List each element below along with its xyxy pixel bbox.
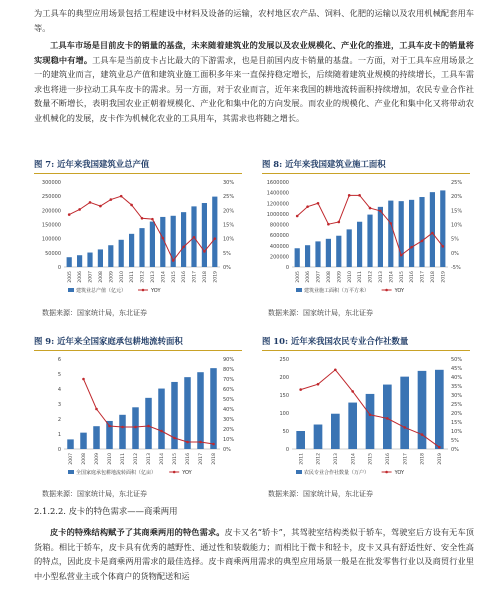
bar	[409, 200, 414, 267]
y-left-tick-label: 50000	[45, 250, 61, 257]
y-left-tick-label: 200000	[269, 254, 289, 261]
y-right-tick-label: 10%	[223, 236, 235, 243]
chart-cooperatives	[262, 351, 470, 486]
tool-vehicle-body: 工具车是当前皮卡占比最大的下游需求，也是目前国内皮卡销量的基盘。一方面，对于工具车应用场景之一的建筑业而言，建筑业总产值和建筑业施工面积多年来一直保持稳定增长，后续随着建筑业规模的持续增长，工具车需求也将进一步拉动工具车皮卡的需求。另一方面，对于农业而言，近年来我国的耕地流转面积持续增加，农民专业合作社数量不断增长，表明我国农业正朝着规模化、产业化和集中化的方向发展。而农业的规模化、产业化和集中化又将带动农业机械化的发展，皮卡作为机械化农业的工具用车，其需求也将随之增长。	[34, 54, 474, 123]
yoy-point	[338, 221, 341, 224]
yoy-point	[95, 408, 98, 411]
y-right-tick-label: 80%	[223, 367, 235, 373]
x-tick-label: 2013	[151, 271, 156, 283]
legend-line-label: YOY	[394, 470, 405, 476]
yoy-point	[296, 215, 299, 218]
x-tick-label: 2014	[351, 453, 357, 465]
y-right-tick-label: 40%	[451, 375, 463, 381]
bar	[315, 241, 320, 267]
yoy-point	[403, 426, 406, 429]
x-tick-label: 2016	[410, 271, 416, 283]
figure-10-number: 图 10:	[262, 336, 289, 346]
legend-bar-label: 建筑业施工面积（万平方米）	[304, 288, 370, 294]
figure-10-caption: 近年来我国农民专业合作社数量	[290, 336, 409, 346]
yoy-point	[410, 246, 413, 249]
bar	[119, 240, 124, 267]
y-left-tick-label: 400000	[269, 243, 289, 250]
x-tick-label: 2015	[171, 271, 177, 283]
y-right-tick-label: 25%	[451, 402, 463, 408]
bar	[440, 190, 445, 267]
y-left-tick-label: 2	[57, 417, 61, 423]
legend-line-label: YOY	[394, 288, 405, 294]
figure-8	[262, 158, 470, 308]
yoy-point	[327, 223, 330, 226]
legend-line-label: YOY	[182, 470, 192, 476]
legend-bar-label: 建筑业总产值（亿元）	[76, 288, 127, 294]
x-tick-label: 2015	[368, 453, 374, 465]
bar	[347, 229, 352, 267]
bar	[93, 426, 100, 449]
yoy-point	[182, 246, 185, 249]
y-left-tick-label: 1400000	[266, 190, 289, 197]
bar	[80, 433, 87, 449]
yoy-point	[400, 254, 403, 257]
y-right-tick-label: 25%	[223, 194, 235, 201]
x-tick-label: 2017	[199, 453, 205, 465]
y-left-tick-label: 250000	[41, 194, 61, 201]
yoy-point	[160, 430, 163, 433]
dual-use-body: 皮卡又名“轿卡”，其驾驶室结构类似于轿车，驾驶室后方设有无车顶货箱。相比于轿车，皮卡具有优秀的越野性、通过性和装载能力；而相比于微卡和轻卡，皮卡又具有舒适性好、安全性高的特点，因此皮卡是商乘两用需求的最佳选择。皮卡商乘两用需求的典型应用场景一般是在批发零售行业以及商贸行业里中小型私营业主或个体商户的货物配送和运	[34, 527, 474, 581]
yoy-point	[89, 201, 92, 204]
yoy-point	[348, 194, 351, 197]
y-left-tick-label: 200000	[41, 208, 61, 215]
x-tick-label: 2015	[173, 453, 179, 465]
bar	[145, 398, 152, 449]
y-left-tick-label: 200	[279, 375, 289, 381]
yoy-point	[68, 213, 71, 216]
bar	[383, 385, 392, 449]
y-right-tick-label: 10%	[223, 437, 235, 443]
y-left-tick-label: 6	[57, 357, 61, 363]
x-tick-label: 2019	[441, 271, 447, 283]
y-right-tick-label: 40%	[223, 407, 235, 413]
bar	[348, 403, 357, 449]
bar	[336, 236, 341, 267]
y-left-tick-label: 1000000	[266, 211, 289, 218]
x-tick-label: 2014	[160, 453, 166, 465]
y-right-tick-label: 30%	[451, 393, 463, 399]
y-right-tick-label: 15%	[451, 208, 463, 215]
y-left-tick-label: 0	[285, 265, 289, 271]
yoy-point	[212, 443, 215, 446]
figure-8-caption: 近年来我国建筑业施工面积	[285, 159, 386, 169]
y-left-tick-label: 100	[279, 411, 289, 417]
x-tick-label: 2014	[389, 271, 395, 283]
chart-land-transfer	[34, 351, 242, 486]
y-left-tick-label: 1600000	[266, 180, 289, 186]
bar	[367, 215, 372, 267]
y-right-tick-label: 60%	[223, 387, 235, 393]
figure-7-number: 图 7:	[34, 159, 55, 169]
x-tick-label: 2005	[67, 271, 73, 283]
yoy-point	[147, 425, 150, 428]
yoy-point	[162, 237, 165, 240]
yoy-point	[134, 426, 137, 429]
bar	[378, 207, 383, 267]
x-tick-label: 2006	[78, 271, 84, 283]
bar	[181, 212, 186, 267]
yoy-point	[358, 194, 361, 197]
y-right-tick-label: 50%	[223, 397, 235, 403]
bar	[388, 201, 393, 267]
legend-line-marker	[385, 471, 388, 474]
yoy-point	[306, 205, 309, 208]
y-left-tick-label: 150	[279, 393, 289, 399]
bar	[98, 249, 103, 267]
y-right-tick-label: 20%	[451, 411, 463, 417]
bar	[295, 248, 300, 267]
y-right-tick-label: 5%	[451, 236, 459, 243]
section-title: 皮卡的特色需求——商乘两用	[68, 506, 178, 516]
bar	[366, 394, 375, 449]
yoy-point	[369, 414, 372, 417]
x-tick-label: 2007	[88, 271, 94, 283]
y-left-tick-label: 600000	[269, 233, 289, 240]
y-left-tick-label: 250	[279, 357, 289, 363]
figure-9-number: 图 9:	[34, 336, 55, 346]
x-tick-label: 2018	[431, 271, 436, 283]
tool-vehicle-paragraph	[34, 38, 474, 126]
y-left-tick-label: 0	[57, 265, 61, 271]
bar	[129, 234, 134, 267]
section-number: 2.1.2.2.	[34, 506, 66, 516]
legend-bar-swatch	[296, 470, 302, 474]
figure-9-title	[34, 335, 242, 351]
y-left-tick-label: 150000	[41, 222, 61, 229]
yoy-point	[110, 198, 113, 201]
yoy-point	[130, 204, 133, 207]
y-left-tick-label: 1200000	[266, 201, 289, 208]
y-left-tick-label: 3	[57, 402, 61, 408]
legend-line-marker	[385, 289, 388, 292]
bar	[202, 203, 207, 267]
x-tick-label: 2009	[337, 271, 343, 283]
bar	[357, 222, 362, 267]
bar	[158, 389, 165, 449]
intro-paragraph	[34, 6, 474, 35]
x-tick-label: 2013	[333, 453, 339, 465]
bar	[210, 368, 217, 449]
y-right-tick-label: 50%	[451, 357, 463, 363]
y-right-tick-label: 20%	[223, 208, 235, 215]
y-left-tick-label: 5	[57, 372, 61, 378]
y-right-tick-label: 35%	[451, 384, 463, 390]
x-tick-label: 2015	[399, 271, 405, 283]
y-right-tick-label: 0%	[223, 265, 231, 271]
yoy-point	[442, 245, 445, 248]
bar	[77, 255, 82, 267]
bar	[400, 377, 409, 449]
intro-text: 为工具车的典型应用场景包括工程建设中材料及设备的运输，农村地区农产品、饲料、化肥的运输以及农用机械配套用车等。	[34, 8, 474, 33]
yoy-point	[99, 205, 102, 208]
y-right-tick-label: 15%	[223, 222, 235, 229]
yoy-point	[151, 218, 154, 221]
x-tick-label: 2008	[82, 453, 88, 465]
x-tick-label: 2011	[130, 271, 136, 283]
x-tick-label: 2011	[299, 453, 305, 465]
bar	[87, 253, 92, 267]
figure-9-caption: 近年来全国家庭承包耕地流转面积	[57, 336, 183, 346]
yoy-point	[438, 446, 441, 449]
yoy-point	[317, 202, 320, 205]
y-right-tick-label: 10%	[451, 222, 463, 229]
dual-use-paragraph	[34, 525, 474, 583]
figure-9	[34, 335, 242, 490]
bar	[430, 192, 435, 267]
x-tick-label: 2010	[347, 271, 353, 283]
yoy-point	[379, 210, 382, 213]
yoy-point	[186, 441, 189, 444]
bar	[67, 257, 72, 267]
y-right-tick-label: 5%	[223, 250, 231, 257]
x-tick-label: 2018	[212, 453, 218, 465]
y-right-tick-label: 15%	[451, 420, 463, 426]
section-heading	[34, 505, 178, 517]
yoy-point	[141, 217, 144, 220]
y-left-tick-label: 1	[57, 432, 61, 438]
bar	[212, 197, 217, 267]
y-right-tick-label: 0%	[223, 447, 231, 453]
yoy-point	[78, 208, 81, 211]
yoy-point	[390, 222, 393, 225]
bar	[139, 228, 144, 267]
bar	[119, 415, 126, 449]
x-tick-label: 2012	[134, 453, 140, 465]
yoy-point	[82, 378, 85, 381]
x-tick-label: 2013	[379, 271, 384, 283]
x-tick-label: 2019	[437, 453, 443, 465]
figure-8-title	[262, 158, 470, 174]
x-tick-label: 2013	[147, 453, 153, 465]
yoy-point	[193, 236, 196, 239]
x-tick-label: 2018	[420, 453, 426, 465]
yoy-point	[214, 237, 217, 240]
yoy-point	[121, 426, 124, 429]
y-right-tick-label: 0%	[451, 250, 459, 257]
x-tick-label: 2017	[403, 453, 409, 465]
bar	[326, 239, 331, 267]
bar	[296, 431, 305, 449]
legend-bar-swatch	[68, 470, 74, 474]
chart-construction-output	[34, 174, 242, 304]
figure-8-number: 图 8:	[262, 159, 283, 169]
x-tick-label: 2017	[420, 271, 426, 283]
yoy-point	[299, 388, 302, 391]
yoy-point	[431, 232, 434, 235]
legend-bar-swatch	[68, 288, 74, 292]
y-right-tick-label: 25%	[451, 180, 463, 186]
figure-7-source: 数据来源：国家统计局，东北证券	[42, 309, 147, 317]
y-left-tick-label: 50	[282, 429, 289, 435]
y-right-tick-label: 10%	[451, 429, 463, 435]
x-tick-label: 2006	[306, 271, 312, 283]
yoy-point	[386, 417, 389, 420]
yoy-point	[203, 250, 206, 253]
bar	[197, 372, 204, 449]
y-right-tick-label: 70%	[223, 377, 235, 383]
x-tick-label: 2008	[99, 271, 104, 283]
y-left-tick-label: 0	[285, 447, 289, 453]
y-left-tick-label: 300000	[41, 180, 61, 186]
bar	[314, 425, 323, 449]
x-tick-label: 2011	[358, 271, 364, 283]
x-tick-label: 2010	[108, 453, 114, 465]
bar	[305, 245, 310, 267]
bar	[435, 370, 444, 449]
yoy-point	[351, 390, 354, 393]
bar	[108, 245, 113, 267]
yoy-point	[334, 369, 337, 372]
legend-line-label: YOY	[151, 288, 161, 294]
y-left-tick-label: 0	[57, 447, 61, 453]
x-tick-label: 2012	[316, 453, 322, 465]
x-tick-label: 2016	[186, 453, 192, 465]
y-right-tick-label: 30%	[223, 180, 235, 186]
chart-construction-area	[262, 174, 470, 304]
y-right-tick-label: 20%	[223, 427, 235, 433]
figure-9-source: 数据来源：国家统计局，东北证券	[42, 490, 147, 498]
figure-7-title	[34, 158, 242, 174]
y-left-tick-label: 800000	[269, 222, 289, 229]
yoy-point	[108, 425, 111, 428]
y-right-tick-label: 5%	[451, 438, 459, 444]
yoy-point	[173, 437, 176, 440]
x-tick-label: 2010	[119, 271, 125, 283]
y-right-tick-label: 45%	[451, 366, 463, 372]
y-left-tick-label: 4	[57, 387, 61, 393]
y-right-tick-label: 90%	[223, 357, 235, 363]
y-left-tick-label: 100000	[41, 236, 61, 243]
x-tick-label: 2018	[203, 271, 208, 283]
x-tick-label: 2005	[295, 271, 301, 283]
figure-10-title	[262, 335, 470, 351]
yoy-point	[120, 195, 123, 198]
bar	[399, 201, 404, 267]
x-tick-label: 2014	[161, 271, 167, 283]
yoy-point	[369, 207, 372, 210]
x-tick-label: 2016	[385, 453, 391, 465]
figure-10-source: 数据来源：国家统计局，东北证券	[268, 490, 373, 498]
bar	[419, 197, 424, 267]
yoy-point	[172, 259, 175, 262]
figure-7	[34, 158, 242, 308]
x-tick-label: 2007	[69, 453, 75, 465]
yoy-point	[199, 441, 202, 444]
x-tick-label: 2011	[121, 453, 127, 465]
x-tick-label: 2007	[316, 271, 322, 283]
legend-bar-swatch	[296, 288, 302, 292]
y-right-tick-label: 30%	[223, 417, 235, 423]
x-tick-label: 2019	[213, 271, 219, 283]
x-tick-label: 2009	[95, 453, 101, 465]
x-tick-label: 2008	[327, 271, 332, 283]
y-right-tick-label: -5%	[451, 265, 461, 271]
yoy-point	[421, 240, 424, 243]
bar	[331, 414, 340, 449]
x-tick-label: 2009	[109, 271, 115, 283]
x-tick-label: 2016	[182, 271, 188, 283]
bar	[150, 222, 155, 267]
legend-bar-label: 全国家庭承包耕地流转面积（亿亩）	[76, 470, 157, 476]
x-tick-label: 2012	[140, 271, 146, 283]
x-tick-label: 2017	[192, 271, 198, 283]
figure-8-source: 数据来源：国家统计局，东北证券	[268, 309, 373, 317]
bar	[184, 377, 191, 449]
tool-vehicle-lead: 工具车市场是目前皮卡的销量的基盘，未来随着建筑业的发展以及农业规模化、产业化的推进，工具车皮卡的销量将实现稳中有增。	[34, 40, 474, 65]
y-right-tick-label: 20%	[451, 194, 463, 201]
legend-line-marker	[173, 471, 176, 474]
bar	[67, 439, 74, 449]
legend-bar-label: 农民专业合作社数量（万户）	[304, 470, 370, 476]
figure-7-caption: 近年来我国建筑业总产值	[57, 159, 150, 169]
yoy-point	[317, 383, 320, 386]
x-tick-label: 2012	[368, 271, 374, 283]
figure-10	[262, 335, 470, 490]
legend-line-marker	[142, 289, 145, 292]
yoy-point	[421, 433, 424, 436]
y-right-tick-label: 0%	[451, 447, 459, 453]
dual-use-lead: 皮卡的特殊结构赋予了其商乘两用的特色需求。	[50, 527, 225, 537]
